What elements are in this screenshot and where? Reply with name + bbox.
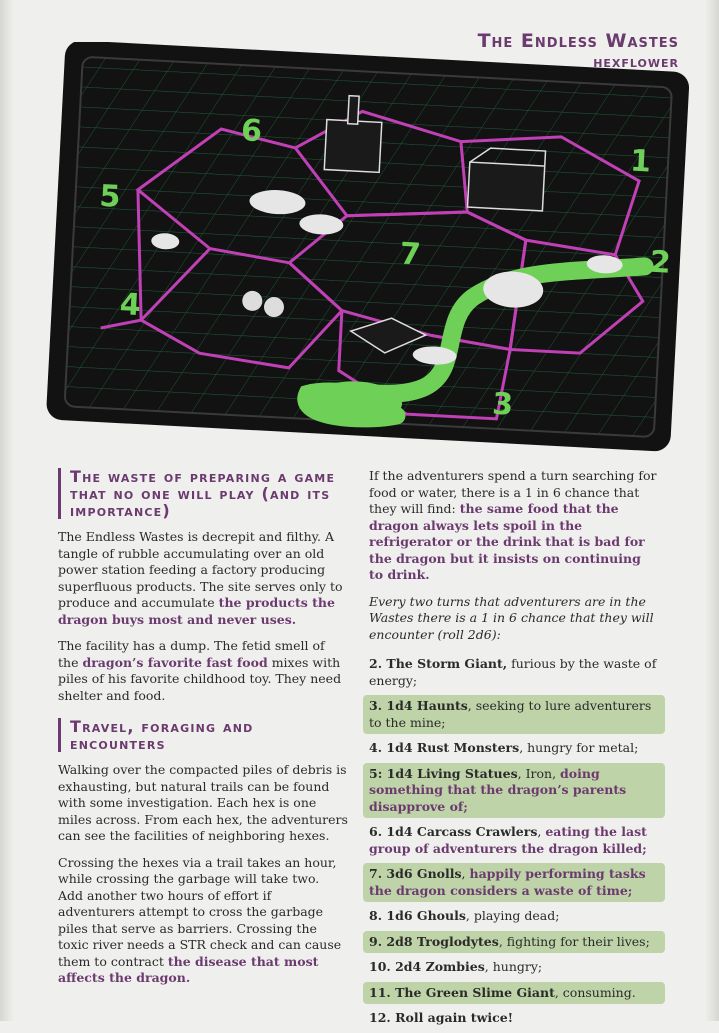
encounter-description: , hungry; [484, 959, 543, 974]
hex-number-7: 7 [399, 236, 422, 273]
page-edge-right [705, 0, 719, 1021]
page-edge-left [0, 0, 14, 1021]
encounter-entry [363, 737, 665, 760]
hex-number-3: 3 [491, 386, 514, 423]
encounter-description: , [461, 866, 470, 881]
hex-number-1: 1 [629, 143, 652, 180]
page-title: The Endless Wastes [477, 30, 679, 52]
encounter-name: 12. Roll again twice! [369, 1010, 514, 1025]
encounter-entry [363, 863, 665, 902]
encounter-table [369, 653, 659, 1030]
hex-number-6: 6 [240, 113, 263, 150]
encounter-name: 11. The Green Slime Giant [369, 984, 555, 1000]
encounter-name: 3. 1d4 Haunts [369, 698, 468, 713]
encounter-description: , seeking to lure adventurers to the mine; [369, 698, 652, 730]
encounter-dragon-note: doing something that the dragon’s parents disapprove of; [369, 765, 627, 814]
encounter-name: 7. 3d6 Gnolls [369, 866, 462, 881]
paragraph-walking: Walking over the compacted piles of debris is exhausting, but natural trails can be found with some investigation. Each hex is one miles across. From each hex, the adventurers can see the facilities of neighboring hexes. [58, 762, 348, 843]
encounter-name: 5: 1d4 Living Statues [369, 765, 518, 781]
encounter-description: , playing dead; [465, 908, 560, 923]
paragraph-foraging: If the adventurers spend a turn searching for food or water, there is a 1 in 6 chance that they will find: the same food that the dragon always lets spoil in the refrigerator or the drink that is bad for the dragon but it insists on continuing to drink. [369, 468, 657, 582]
paragraph-crossing: Crossing the hexes via a trail takes an hour, while crossing the garbage will take two. Add another two hours of effort if adventurers attempt to cross the garbage piles that serve as barriers. Crossing the toxic river needs a STR check and can cause them to contract the disease that most affects the dragon. [58, 854, 342, 985]
encounter-description: , hungry for metal; [519, 740, 639, 755]
right-column [369, 468, 659, 1033]
section-heading-travel: Travel, foraging and encounters [58, 718, 348, 752]
encounter-name: 9. 2d8 Troglodytes [369, 933, 499, 949]
left-column [58, 468, 348, 997]
paragraph-encounter-intro: Every two turns that adventurers are in the Wastes there is a 1 in 6 chance that they will encounter (roll 2d6): [369, 593, 654, 642]
encounter-description: , consuming. [554, 984, 636, 1000]
encounter-entry [363, 982, 665, 1005]
encounter-entry [363, 1007, 665, 1030]
encounter-entry [363, 695, 665, 734]
encounter-name: 2. The Storm Giant, [369, 656, 508, 671]
section-heading-waste: The waste of preparing a game that no one will play (and its importance) [58, 468, 348, 519]
encounter-name: 6. 1d4 Carcass Crawlers [369, 824, 538, 839]
page-subtitle: hexflower [593, 52, 679, 71]
encounter-name: 8. 1d6 Ghouls [369, 908, 466, 923]
hex-number-4: 4 [118, 287, 142, 324]
encounter-description: , fighting for their lives; [498, 933, 650, 949]
encounter-dragon-note: happily performing tasks the dragon considers a waste of time; [369, 866, 646, 898]
encounter-name: 10. 2d4 Zombies [369, 959, 485, 974]
encounter-entry [363, 763, 665, 819]
encounter-entry [363, 653, 665, 692]
encounter-entry [363, 905, 665, 928]
encounter-description: , Iron, [517, 765, 561, 781]
encounter-name: 4. 1d4 Rust Monsters [369, 740, 520, 755]
paragraph-description: The Endless Wastes is decrepit and filthy. A tangle of rubble accumulating over an old power station feeding a factory producing superfluous products. The site serves only to produce and accumulate the products the dragon buys most and never uses. [58, 529, 343, 627]
hex-number-5: 5 [98, 178, 122, 215]
encounter-entry [363, 931, 665, 954]
encounter-entry [363, 821, 665, 860]
paragraph-dump: The facility has a dump. The fetid smell of the dragon’s favorite fast food mixes with piles of his favorite childhood toy. They need shelter and food. [58, 638, 342, 703]
encounter-description: , [537, 824, 546, 839]
encounter-dragon-note: eating the last group of adventurers the dragon killed; [369, 824, 647, 856]
encounter-entry [363, 956, 665, 979]
hex-number-2: 2 [648, 244, 672, 281]
encounter-description: furious by the waste of energy; [369, 656, 657, 688]
hexflower-map [45, 42, 695, 462]
